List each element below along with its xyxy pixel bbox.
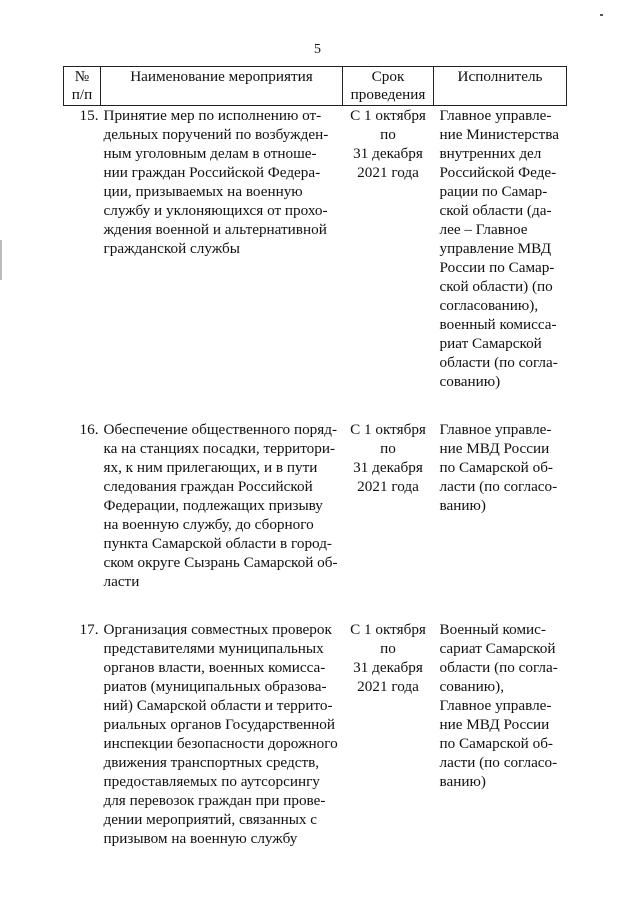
scan-edge-mark [0, 240, 2, 280]
measure-term [343, 620, 434, 848]
header-name [101, 67, 343, 106]
measure-executor-line: ванию) [439, 497, 486, 514]
measure-executor-line: ние Министерства [439, 126, 559, 143]
measure-executor-line: ванию) [439, 773, 486, 790]
measure-term-line: С 1 октября [350, 107, 426, 124]
measure-executor-line: Военный комис- [439, 621, 546, 638]
measure-name-line: следования граждан Российской [103, 478, 313, 495]
row-spacer-cell [64, 391, 567, 420]
measure-name-line: призывом на военную службу [103, 830, 298, 847]
measure-name-line: Федерации, подлежащих призыву [103, 497, 323, 514]
header-row [64, 67, 567, 106]
measure-executor-line: ласти (по согласо- [439, 754, 558, 771]
measure-name-line: риальных органов Государственной [103, 716, 336, 733]
measure-term [343, 106, 434, 392]
measure-name-line: ний) Самарской области и террито- [103, 697, 333, 714]
measure-term-line: С 1 октября [350, 621, 426, 638]
measure-name-line: дении мероприятий, связанных с [103, 811, 318, 828]
table-body [64, 106, 567, 849]
header-num-line: п/п [71, 86, 93, 103]
measure-term-line: 2021 года [357, 478, 419, 495]
measure-term-line: 31 декабря [353, 145, 423, 162]
measure-name-line: дельных поручений по возбужден- [103, 126, 329, 143]
measure-term-line: по [380, 126, 396, 143]
table-row [64, 106, 567, 392]
measure-executor-line: сариат Самарской [439, 640, 556, 657]
measure-term [343, 420, 434, 591]
measure-name-line: Принятие мер по исполнению от- [103, 107, 322, 124]
header-num [64, 67, 101, 106]
measure-name-line: для перевозок граждан при прове- [103, 792, 326, 809]
measure-name-line: пункта Самарской области в город- [103, 535, 332, 552]
measure-executor-line: ской области (да- [439, 202, 552, 219]
measure-name-line: ным уголовным делам в отноше- [103, 145, 317, 162]
measure-executor-line: внутренних дел [439, 145, 542, 162]
measure-name-line: гражданской службы [103, 240, 240, 257]
measure-name-line: Организация совместных проверок [103, 621, 332, 638]
header-num-line: № [74, 68, 90, 85]
measure-executor-line: рации по Самар- [439, 183, 548, 200]
measure-executor-line: Главное управле- [439, 421, 552, 438]
measure-executor-line: Главное управле- [439, 107, 552, 124]
row-spacer [64, 591, 567, 620]
table-header [64, 67, 567, 106]
measure-executor-line: Российской Феде- [439, 164, 557, 181]
header-term-line: проведения [350, 86, 426, 103]
page-number: 5 [314, 42, 321, 57]
measure-name-line: движения транспортных средств, [103, 754, 320, 771]
table-row [64, 420, 567, 591]
measure-name-line: службу и уклоняющихся от прохо- [103, 202, 328, 219]
header-name-line: Наименование мероприятия [130, 68, 313, 85]
measure-executor [434, 106, 567, 392]
measure-term-line: 31 декабря [353, 659, 423, 676]
row-number: 17. [79, 621, 99, 638]
scan-speck [600, 14, 603, 16]
measure-name-line: нии граждан Российской Федера- [103, 164, 321, 181]
measure-name-line: представителями муниципальных [103, 640, 324, 657]
measure-name-line: Обеспечение общественного поряд- [103, 421, 338, 438]
measure-name-line: инспекции безопасности дорожного [103, 735, 338, 752]
measure-executor-line: управление МВД [439, 240, 552, 257]
measure-executor-line: области (по согла- [439, 354, 558, 371]
row-spacer [64, 391, 567, 420]
measure-executor-line: военный комисса- [439, 316, 557, 333]
measure-term-line: 2021 года [357, 164, 419, 181]
measure-executor-line: ние МВД России [439, 716, 550, 733]
measure-name-line: предоставляемых по аутсорсингу [103, 773, 320, 790]
measure-executor-line: по Самарской об- [439, 735, 553, 752]
row-number: 16. [79, 421, 99, 438]
row-number: 15. [79, 107, 99, 124]
measure-name [101, 106, 343, 392]
measure-executor-line: согласованию), [439, 297, 539, 314]
measure-name-line: органов власти, военных комисса- [103, 659, 326, 676]
measure-executor-line: по Самарской об- [439, 459, 553, 476]
measure-executor-line: Главное управле- [439, 697, 552, 714]
measure-name-line: ка на станциях посадки, территори- [103, 440, 336, 457]
row-spacer-cell [64, 591, 567, 620]
measure-executor-line: сованию) [439, 373, 501, 390]
measure-executor-line: области (по согла- [439, 659, 558, 676]
measure-name [101, 420, 343, 591]
header-exec-line: Исполнитель [457, 68, 543, 85]
measure-name-line: на военную службу, до сборного [103, 516, 314, 533]
header-term [343, 67, 434, 106]
measure-term-line: по [380, 640, 396, 657]
measure-term-line: 2021 года [357, 678, 419, 695]
measure-executor-line: России по Самар- [439, 259, 555, 276]
measure-name-line: ждения военной и альтернативной [103, 221, 327, 238]
measure-executor-line: лее – Главное [439, 221, 528, 238]
measure-executor-line: ской области) (по [439, 278, 553, 295]
header-term-line: Срок [371, 68, 405, 85]
measure-name-line: ях, к ним прилегающих, и в пути [103, 459, 318, 476]
table-row [64, 620, 567, 848]
measure-term-line: по [380, 440, 396, 457]
measure-term-line: С 1 октября [350, 421, 426, 438]
measure-name-line: ласти [103, 573, 140, 590]
header-exec [434, 67, 567, 106]
measure-name-line: ции, призываемых на военную [103, 183, 303, 200]
measure-executor [434, 620, 567, 848]
measure-name [101, 620, 343, 848]
measure-term-line: 31 декабря [353, 459, 423, 476]
measure-executor-line: ние МВД России [439, 440, 550, 457]
measure-executor [434, 420, 567, 591]
measure-executor-line: ласти (по согласо- [439, 478, 558, 495]
measure-name-line: риатов (муниципальных образова- [103, 678, 327, 695]
measure-executor-line: риат Самарской [439, 335, 542, 352]
measure-name-line: ском округе Сызрань Самарской об- [103, 554, 338, 571]
measure-executor-line: сованию), [439, 678, 505, 695]
measures-table [63, 66, 567, 848]
